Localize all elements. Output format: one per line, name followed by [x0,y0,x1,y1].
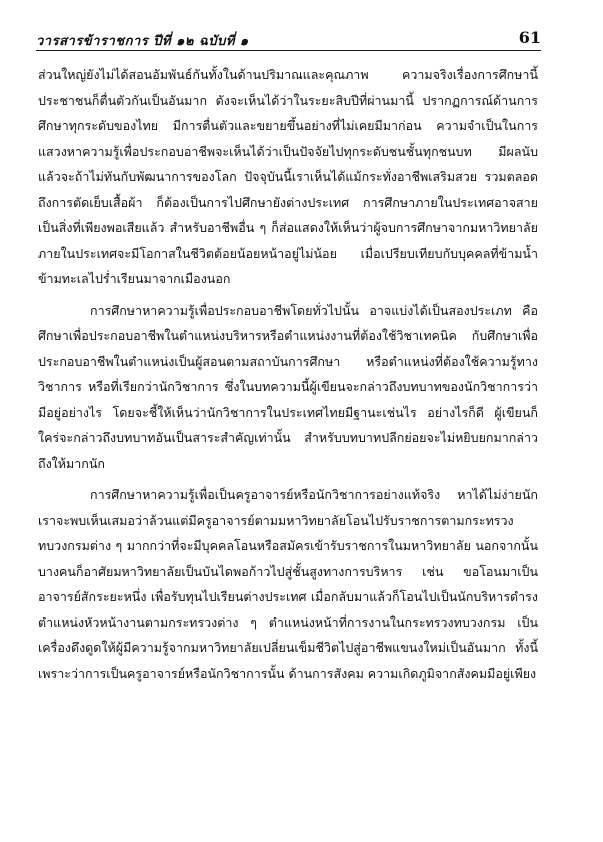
paragraph-2: การศึกษาหาความรู้เพื่อประกอบอาชีพโดยทั่วไปนั้น อาจแบ่งได้เป็นสองประเภท คือ ศึกษาเพื่อประกอบอาชีพในตำแหน่งบริหารหรือตำแหน่งงานที่ต้องใช้วิชาเทคนิค กับศึกษาเพื่อประกอบอาชีพในตำแหน่งเป็นผู้สอนตามสถาบันการศึกษา หรือตำแหน่งที่ต้องใช้ความรู้ทางวิชาการ หรือที่เรียกว่านักวิชาการ ซึ่งในบทความนี้ผู้เขียนจะกล่าวถึงบทบาทของนักวิชาการว่ามีอยู่อย่างไร โดยจะชี้ให้เห็นว่านักวิชาการในประเทศไทยมีฐานะเช่นไร อย่างไรก็ดี ผู้เขียนก็ใคร่จะกล่าวถึงบทบาทอันเป็นสาระสำคัญเท่านั้น สำหรับบทบาทปลีกย่อยจะไม่หยิบยกมากล่าวถึงให้มากนัก [38,302,538,471]
journal-title: วารสารข้าราชการ ปีที่ ๑๒ ฉบับที่ ๑ [36,34,249,49]
running-header [36,26,541,51]
page-number: 61 [518,28,541,47]
paragraph-3: การศึกษาหาความรู้เพื่อเป็นครูอาจารย์หรือนักวิชาการอย่างแท้จริง หาได้ไม่ง่ายนัก เราจะพบเห็นเสมอว่าล้วนแต่มีครูอาจารย์ตามมหาวิทยาลัยโอนไปรับราชการตามกระทรวงทบวงกรมต่าง ๆ มากกว่าที่จะมีบุคคลโอนหรือสมัครเข้ารับราชการในมหาวิทยาลัย นอกจากนั้น บางคนก็อาศัยมหาวิทยาลัยเป็นบันไดพอก้าวไปสู่ชั้นสูงทางการบริหาร เช่น ขอโอนมาเป็นอาจารย์สักระยะหนึ่ง เพื่อรับทุนไปเรียนต่างประเทศ เมื่อกลับมาแล้วก็โอนไปเป็นนักบริหารดำรงตำแหน่งหัวหน้างานตามกระทรวงต่าง ๆ ตำแหน่งหน้าที่การงานในกระทรวงทบวงกรม เป็นเครื่องดึงดูดให้ผู้มีความรู้จากมหาวิทยาลัยเปลี่ยนเข็มชีวิตไปสู่อาชีพแขนงใหม่เป็นอันมาก ทั้งนี้เพราะว่าการเป็นครูอาจารย์หรือนักวิชาการนั้น ด้านการสังคม ความเกิดภูมิจากสังคมมีอยู่เพียง [38,487,538,681]
paragraph-1: ส่วนใหญ่ยังไม่ได้สอนอัมพันธ์กันทั้งในด้านปริมาณและคุณภาพ ความจริงเรื่องการศึกษานี้ประชาชนก็ตื่นตัวกันเป็นอันมาก ดังจะเห็นได้ว่าในระยะสิบปีที่ผ่านมานี้ ปรากฏการณ์ด้านการศึกษาทุกระดับของไทย มีการตื่นตัวและขยายขึ้นอย่างที่ไม่เคยมีมาก่อน ความจำเป็นในการแสวงหาความรู้เพื่อประกอบอาชีพจะเห็นได้ว่าเป็นปัจจัยไปทุกระดับชนชั้นทุกชนบท มีผลนับแล้วจะถ้าไม่ทันกับพัฒนาการของโลก ปัจจุบันนี้เราเห็นได้แม้กระทั่งอาชีพเสริมสวย รวมตลอดถึงการตัดเย็บเสื้อผ้า ก็ต้องเป็นการไปศึกษายังต่างประเทศ การศึกษาภายในประเทศอาจสายเป็นสิ่งที่เพียงพอเสียแล้ว สำหรับอาชีพอื่น ๆ ก็ส่อแสดงให้เห็นว่าผู้จบการศึกษาจากมหาวิทยาลัยภายในประเทศจะมีโอกาสในชีวิตต้อยน้อยหน้าอยู่ไม่น้อย เมื่อเปรียบเทียบกับบุคคลที่ข้ามน้ำข้ามทะเลไปร่ำเรียนมาจากเมืองนอก [38,67,538,286]
article-body [38,62,538,692]
